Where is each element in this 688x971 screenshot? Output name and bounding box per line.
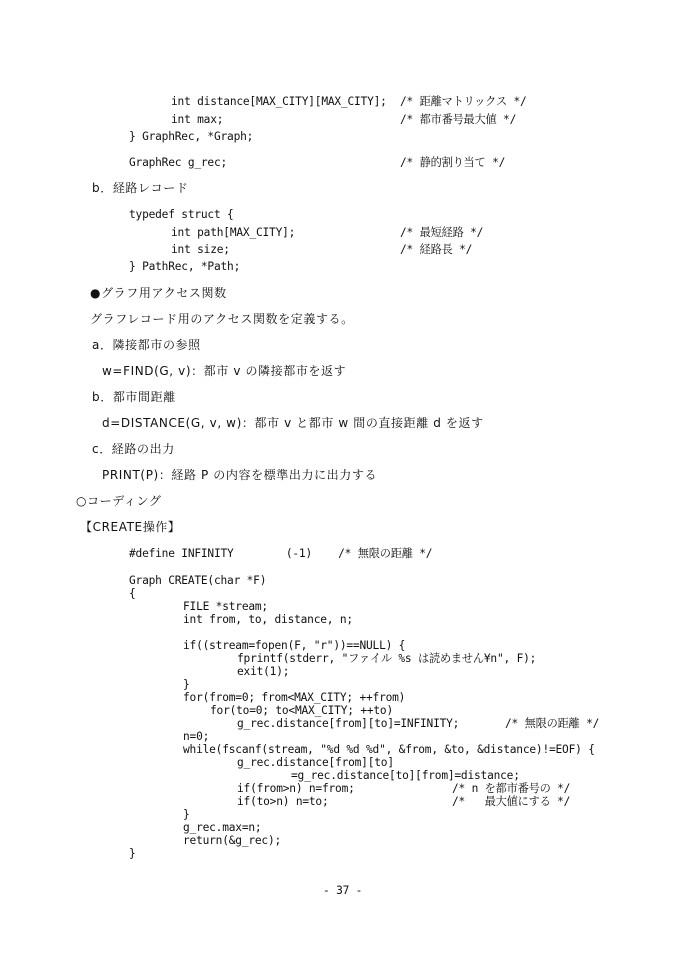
code-line: { xyxy=(129,587,136,600)
item-description: PRINT(P)：経路 P の内容を標準出力に出力する xyxy=(102,468,378,482)
code-line: g_rec.max=n; xyxy=(183,821,262,834)
code-line: FILE *stream; xyxy=(183,600,268,613)
item-description: d=DISTANCE(G, v, w)：都市 v と都市 w 間の直接距離 d を返す xyxy=(102,416,484,430)
code-comment: /* 静的割り当て */ xyxy=(400,156,506,169)
code-line: for(to=0; to<MAX_CITY; ++to) xyxy=(210,704,393,717)
section-heading: ○コーディング xyxy=(76,494,162,508)
code-line: fprintf(stderr, "ファイル %s は読めません¥n", F); xyxy=(237,652,537,665)
section-heading: b．経路レコード xyxy=(92,181,189,195)
code-line: Graph CREATE(char *F) xyxy=(129,574,267,587)
paragraph: グラフレコード用のアクセス関数を定義する。 xyxy=(90,312,354,326)
code-comment: /* n を都市番号の */ xyxy=(452,782,571,795)
code-line: } PathRec, *Path; xyxy=(129,260,241,273)
code-line: while(fscanf(stream, "%d %d %d", &from, &to, &distance)!=EOF) { xyxy=(183,743,595,756)
code-line: #define INFINITY (-1) /* 無限の距離 */ xyxy=(129,547,433,560)
code-comment: /* 距離マトリックス */ xyxy=(400,95,527,108)
code-line: int from, to, distance, n; xyxy=(183,613,353,626)
code-line: g_rec.distance[from][to] xyxy=(237,756,394,769)
code-line: } xyxy=(183,678,190,691)
item-heading: a．隣接都市の参照 xyxy=(92,338,201,352)
code-line: g_rec.distance[from][to]=INFINITY; xyxy=(237,717,460,730)
item-heading: b．都市間距離 xyxy=(92,390,176,404)
code-comment: /* 経路長 */ xyxy=(400,243,473,256)
code-line: n=0; xyxy=(183,730,210,743)
code-line: if((stream=fopen(F, "r"))==NULL) { xyxy=(183,639,406,652)
code-line: int distance[MAX_CITY][MAX_CITY]; xyxy=(171,95,387,108)
page-number: - 37 - xyxy=(323,884,363,897)
item-heading: c．経路の出力 xyxy=(92,442,175,456)
code-line: } xyxy=(183,808,190,821)
code-comment: /* 都市番号最大値 */ xyxy=(400,113,517,126)
code-line: int size; xyxy=(171,243,230,256)
code-comment: /* 最大値にする */ xyxy=(452,795,571,808)
code-line: =g_rec.distance[to][from]=distance; xyxy=(291,769,520,782)
code-line: typedef struct { xyxy=(129,208,234,221)
code-line: GraphRec g_rec; xyxy=(129,156,228,169)
subsection-heading: 【CREATE操作】 xyxy=(80,520,181,534)
code-line: int max; xyxy=(171,113,224,126)
code-line: if(to>n) n=to; xyxy=(237,795,329,808)
code-line: int path[MAX_CITY]; xyxy=(171,226,296,239)
code-comment: /* 無限の距離 */ xyxy=(505,717,600,730)
code-line: return(&g_rec); xyxy=(183,834,282,847)
section-heading: ●グラフ用アクセス関数 xyxy=(90,286,227,300)
code-line: exit(1); xyxy=(237,665,290,678)
code-line: if(from>n) n=from; xyxy=(237,782,355,795)
item-description: w=FIND(G, v)：都市 v の隣接都市を返す xyxy=(102,364,347,378)
code-line: } xyxy=(129,847,136,860)
code-comment: /* 最短経路 */ xyxy=(400,226,484,239)
code-line: for(from=0; from<MAX_CITY; ++from) xyxy=(183,691,406,704)
code-line: } GraphRec, *Graph; xyxy=(129,130,254,143)
